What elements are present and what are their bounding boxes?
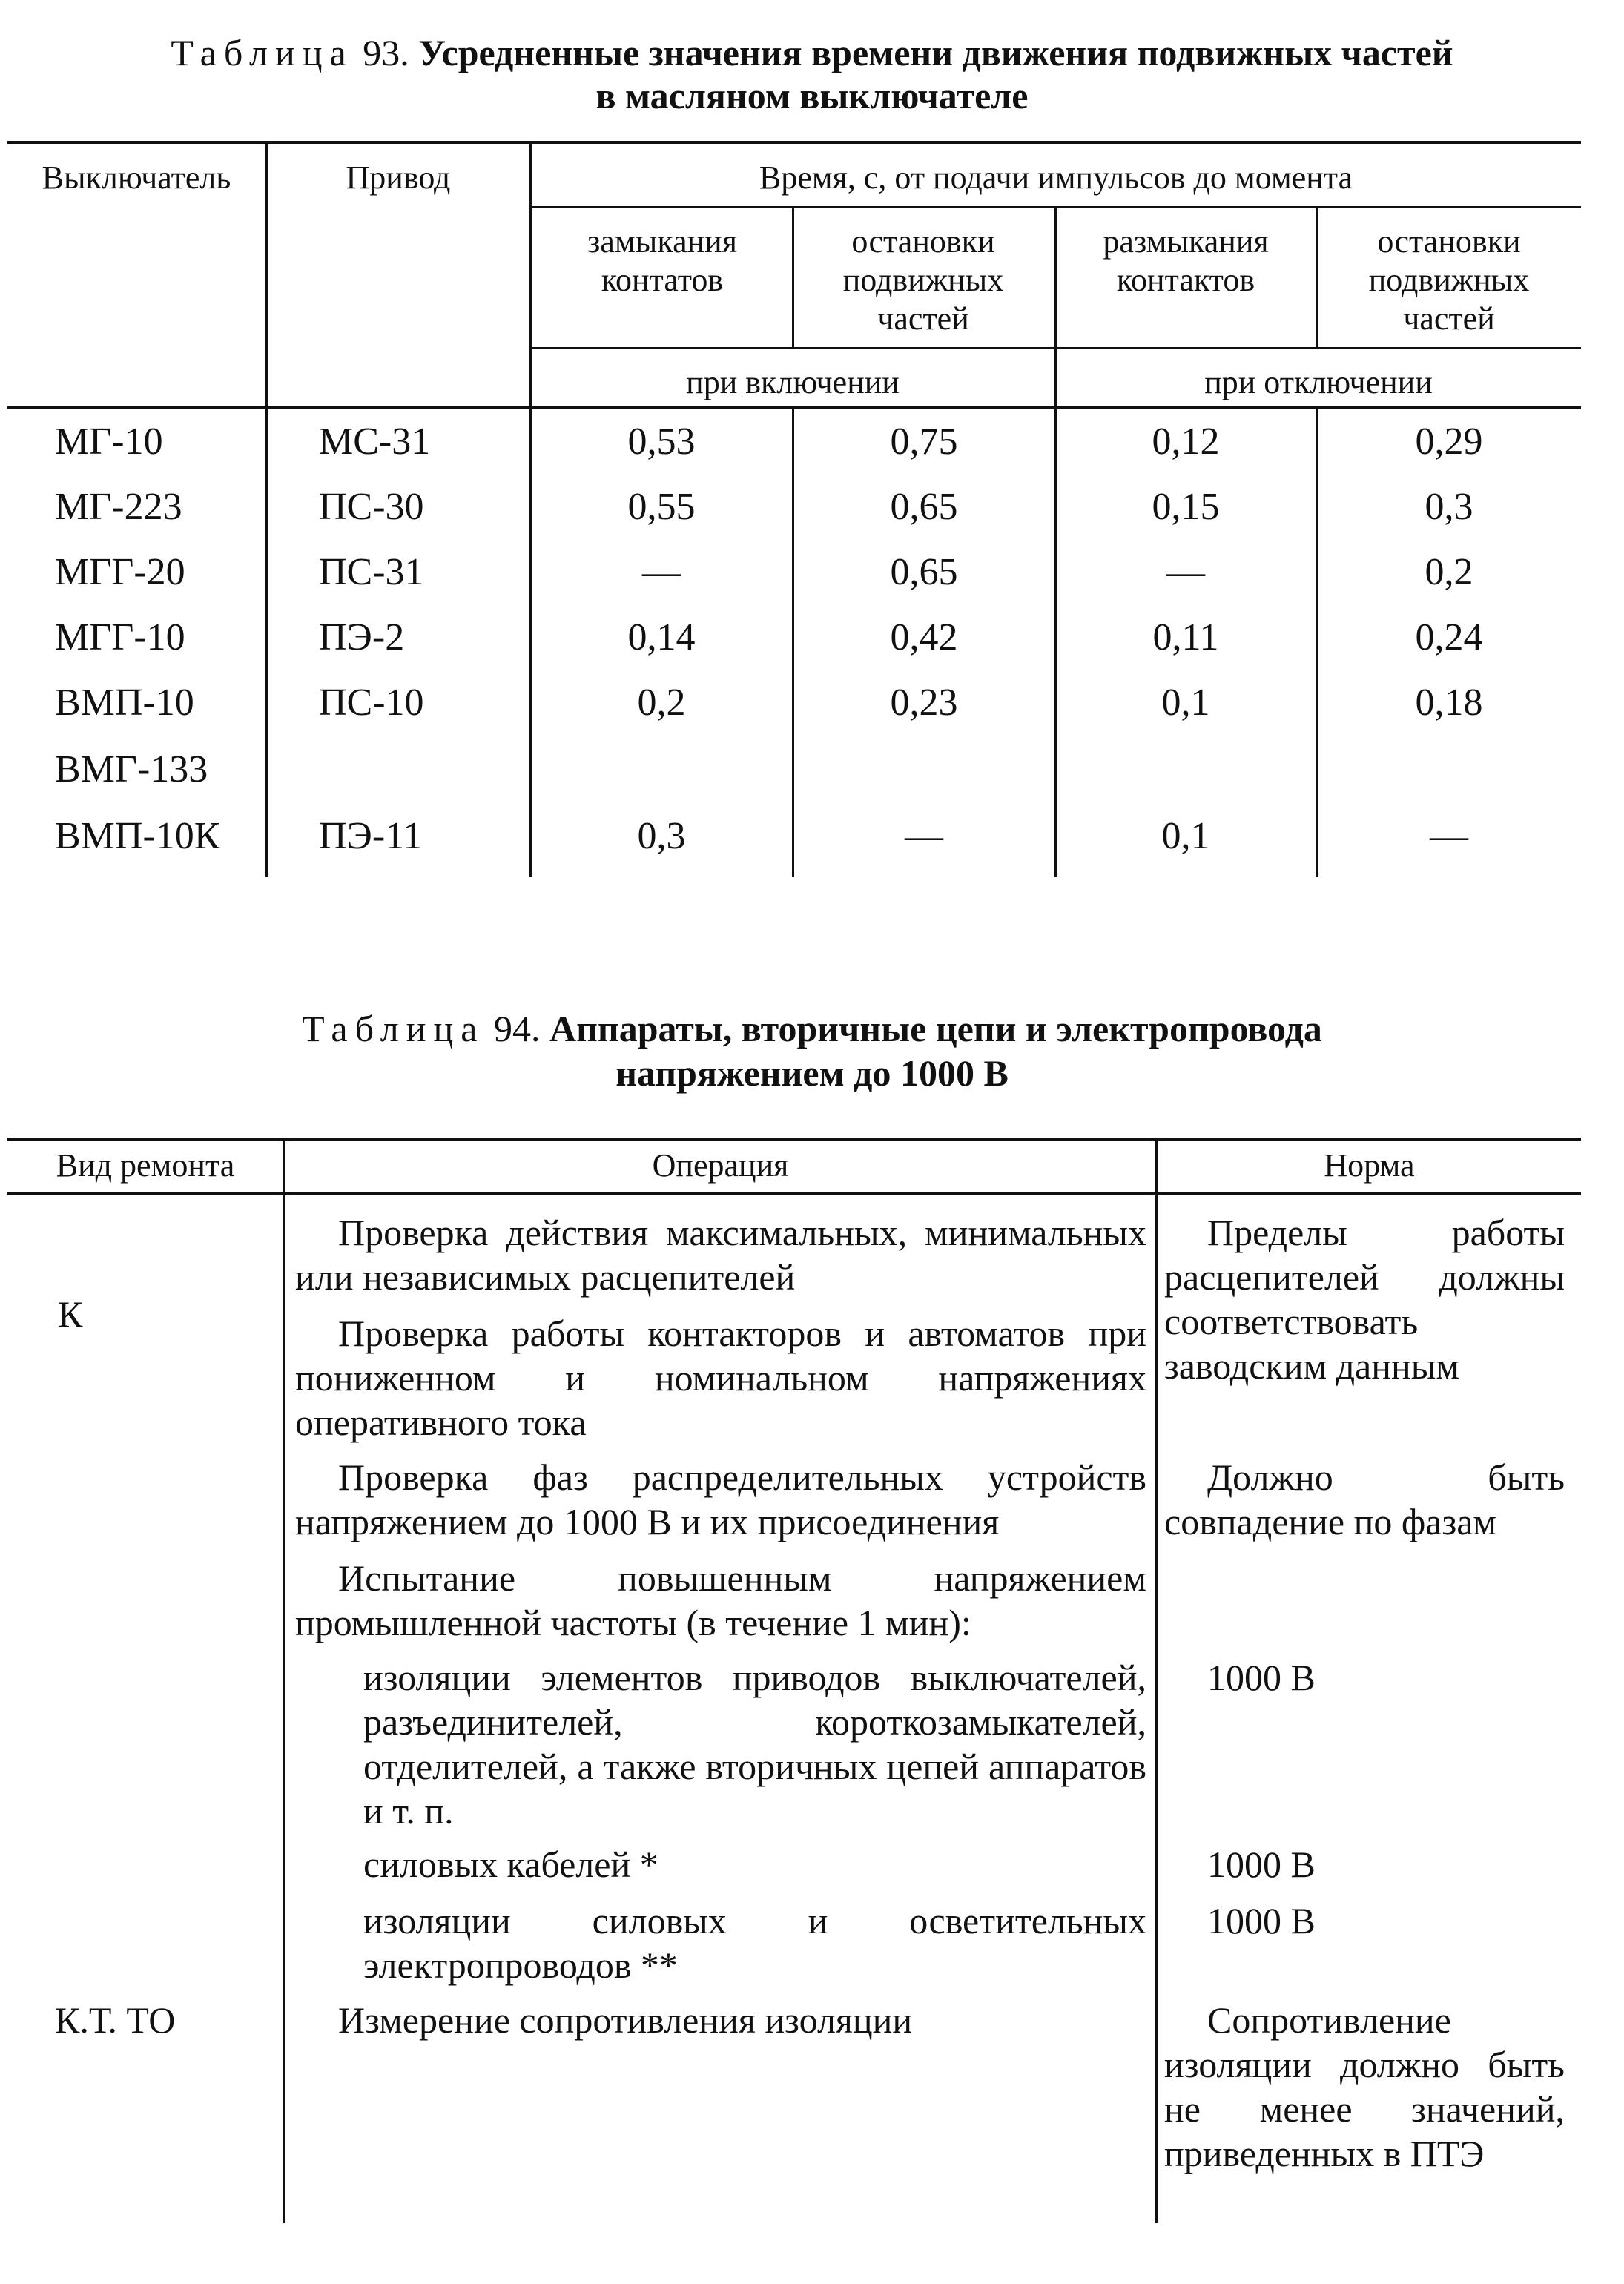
table93-header-open: размыкания контактов bbox=[1103, 223, 1269, 298]
table94-title-text: Аппараты, вторичные цепи и электропровода bbox=[549, 1008, 1322, 1049]
table93-cell-open: 0,11 bbox=[1152, 616, 1219, 659]
table93-cell-switch: ВМП-10 bbox=[55, 681, 194, 724]
table93-cell-switch: МГГ-20 bbox=[55, 551, 185, 593]
table94-header-rule bbox=[7, 1192, 1581, 1195]
table94-title-line2 bbox=[0, 1052, 1624, 1095]
table93-number: 93. bbox=[363, 32, 409, 73]
table93-cell-stop-on: 0,42 bbox=[890, 616, 958, 659]
table93-cell-stop-off: 0,24 bbox=[1415, 616, 1483, 659]
table93-vline3a bbox=[792, 206, 794, 347]
table93-cell-stop-off: 0,2 bbox=[1425, 551, 1473, 593]
table93-cell-drive: ПС-10 bbox=[319, 681, 424, 724]
table94-op2: Проверка работы контакторов и автоматов при пониженном и номинальном напряжениях оперативного тока bbox=[295, 1313, 1146, 1443]
table93-cell-stop-off: 0,29 bbox=[1415, 420, 1483, 463]
table94-label: Таблица bbox=[302, 1008, 485, 1049]
table94-op3: Проверка фаз распределительных устройств напряжением до 1000 В и их присоединения bbox=[295, 1456, 1146, 1542]
table93-vline4 bbox=[1054, 206, 1057, 877]
table93-cell-open: — bbox=[1166, 551, 1205, 593]
table93-title-line2 bbox=[0, 74, 1624, 117]
table93-cell-stop-on: — bbox=[905, 815, 943, 857]
table93-title-text: Усредненные значения времени движения подвижных частей bbox=[418, 32, 1453, 73]
table94-kind-ktto: К.Т. ТО bbox=[55, 1999, 176, 2041]
table93-cell-drive: ПС-30 bbox=[319, 486, 424, 528]
table93-title-text2: в масляном выключателе bbox=[595, 75, 1029, 116]
table94-op4b: силовых кабелей * bbox=[363, 1844, 658, 1885]
table94-op4a: изоляции элементов приводов выключателей, разъединителей, короткозамыкателей, отделителей, а также вторичных цепей аппаратов и т. п. bbox=[363, 1657, 1146, 1832]
table94-op1: Проверка действия максимальных, минимальных или независимых расцепителей bbox=[295, 1212, 1146, 1298]
table93-cell-close: 0,2 bbox=[637, 681, 686, 724]
table93-cell-open: 0,1 bbox=[1161, 681, 1210, 724]
table93-cell-open: 0,12 bbox=[1152, 420, 1220, 463]
table93-cell-switch: ВМГ-133 bbox=[55, 748, 208, 791]
table94-norm1: Пределы работы расцепителей должны соответствовать заводским данным bbox=[1164, 1212, 1565, 1387]
table93-cell-drive: МС-31 bbox=[319, 420, 431, 463]
table93-cell-stop-on: 0,65 bbox=[890, 486, 958, 528]
table93-cell-stop-off: 0,18 bbox=[1415, 681, 1483, 724]
table93-cell-drive: ПС-31 bbox=[319, 551, 424, 593]
table94-header-operation: Операция bbox=[652, 1147, 789, 1184]
table94-header-kind: Вид ремонта bbox=[56, 1147, 235, 1184]
table93-cell-close: 0,14 bbox=[627, 616, 696, 659]
table94-title-text2: напряжением до 1000 В bbox=[615, 1052, 1009, 1094]
table93-title-line1 bbox=[0, 31, 1624, 74]
table93-cell-close: 0,53 bbox=[627, 420, 696, 463]
table93-cell-switch: МГ-223 bbox=[55, 486, 182, 528]
table93-header-on: при включении bbox=[686, 364, 900, 400]
table93-top-rule bbox=[7, 141, 1581, 144]
table94-norm3: 1000 В bbox=[1207, 1657, 1316, 1698]
table94-header-norm: Норма bbox=[1324, 1147, 1415, 1184]
table93-header-bottom-rule bbox=[7, 406, 1581, 409]
table94-title-line1 bbox=[0, 1007, 1624, 1050]
table93-cell-stop-on: 0,23 bbox=[890, 681, 958, 724]
table93-cell-open: 0,1 bbox=[1161, 815, 1210, 857]
table93-cell-switch: ВМП-10К bbox=[55, 815, 220, 857]
table93-header-stop-on: остановки подвижных частей bbox=[842, 223, 1004, 337]
table94-norm5: 1000 В bbox=[1207, 1900, 1316, 1941]
table93-cell-open: 0,15 bbox=[1152, 486, 1220, 528]
table93-header-switch: Выключатель bbox=[42, 159, 231, 196]
table93-cell-stop-off: 0,3 bbox=[1425, 486, 1473, 528]
table94-op5: Измерение сопротивления изоляции bbox=[338, 1999, 913, 2041]
table93-header-time: Время, с, от подачи импульсов до момента bbox=[759, 159, 1353, 196]
table94-norm6: Сопротивление изоляции должно быть не менее значений, приведенных в ПТЭ bbox=[1164, 1999, 1565, 2174]
table93-cell-switch: МГ-10 bbox=[55, 420, 163, 463]
table93-cell-close: 0,55 bbox=[627, 486, 696, 528]
table93-cell-stop-on: 0,65 bbox=[890, 551, 958, 593]
table93-cell-close: 0,3 bbox=[637, 815, 686, 857]
table93-cell-drive: ПЭ-11 bbox=[319, 815, 423, 857]
table94-vline2 bbox=[1155, 1138, 1158, 2223]
table94-norm2: Должно быть совпадение по фазам bbox=[1164, 1456, 1565, 1542]
table93-cell-close: — bbox=[642, 551, 681, 593]
table93-cell-switch: МГГ-10 bbox=[55, 616, 185, 659]
table94-vline1 bbox=[283, 1138, 285, 2223]
table93-label: Таблица bbox=[171, 32, 354, 73]
table93-header-drive: Привод bbox=[346, 159, 451, 196]
table93-header-stop-off: остановки подвижных частей bbox=[1368, 223, 1530, 337]
table93-cell-stop-on: 0,75 bbox=[890, 420, 958, 463]
table93-header-off: при отключении bbox=[1204, 364, 1433, 400]
table94-op4c: изоляции силовых и осветительных электропроводов ** bbox=[363, 1900, 1146, 1986]
table94-norm4: 1000 В bbox=[1207, 1844, 1316, 1885]
table93-cell-stop-off: — bbox=[1430, 815, 1468, 857]
table93-vline5a bbox=[1316, 206, 1318, 347]
table93-cell-drive: ПЭ-2 bbox=[319, 616, 405, 659]
table93-header-close: замыкания контатов bbox=[587, 223, 737, 298]
table94-op4: Испытание повышенным напряжением промышленной частоты (в течение 1 мин): bbox=[295, 1557, 1146, 1643]
table94-number: 94. bbox=[493, 1008, 541, 1049]
table94-kind-k: К bbox=[58, 1293, 83, 1335]
table94-top-rule bbox=[7, 1138, 1581, 1141]
